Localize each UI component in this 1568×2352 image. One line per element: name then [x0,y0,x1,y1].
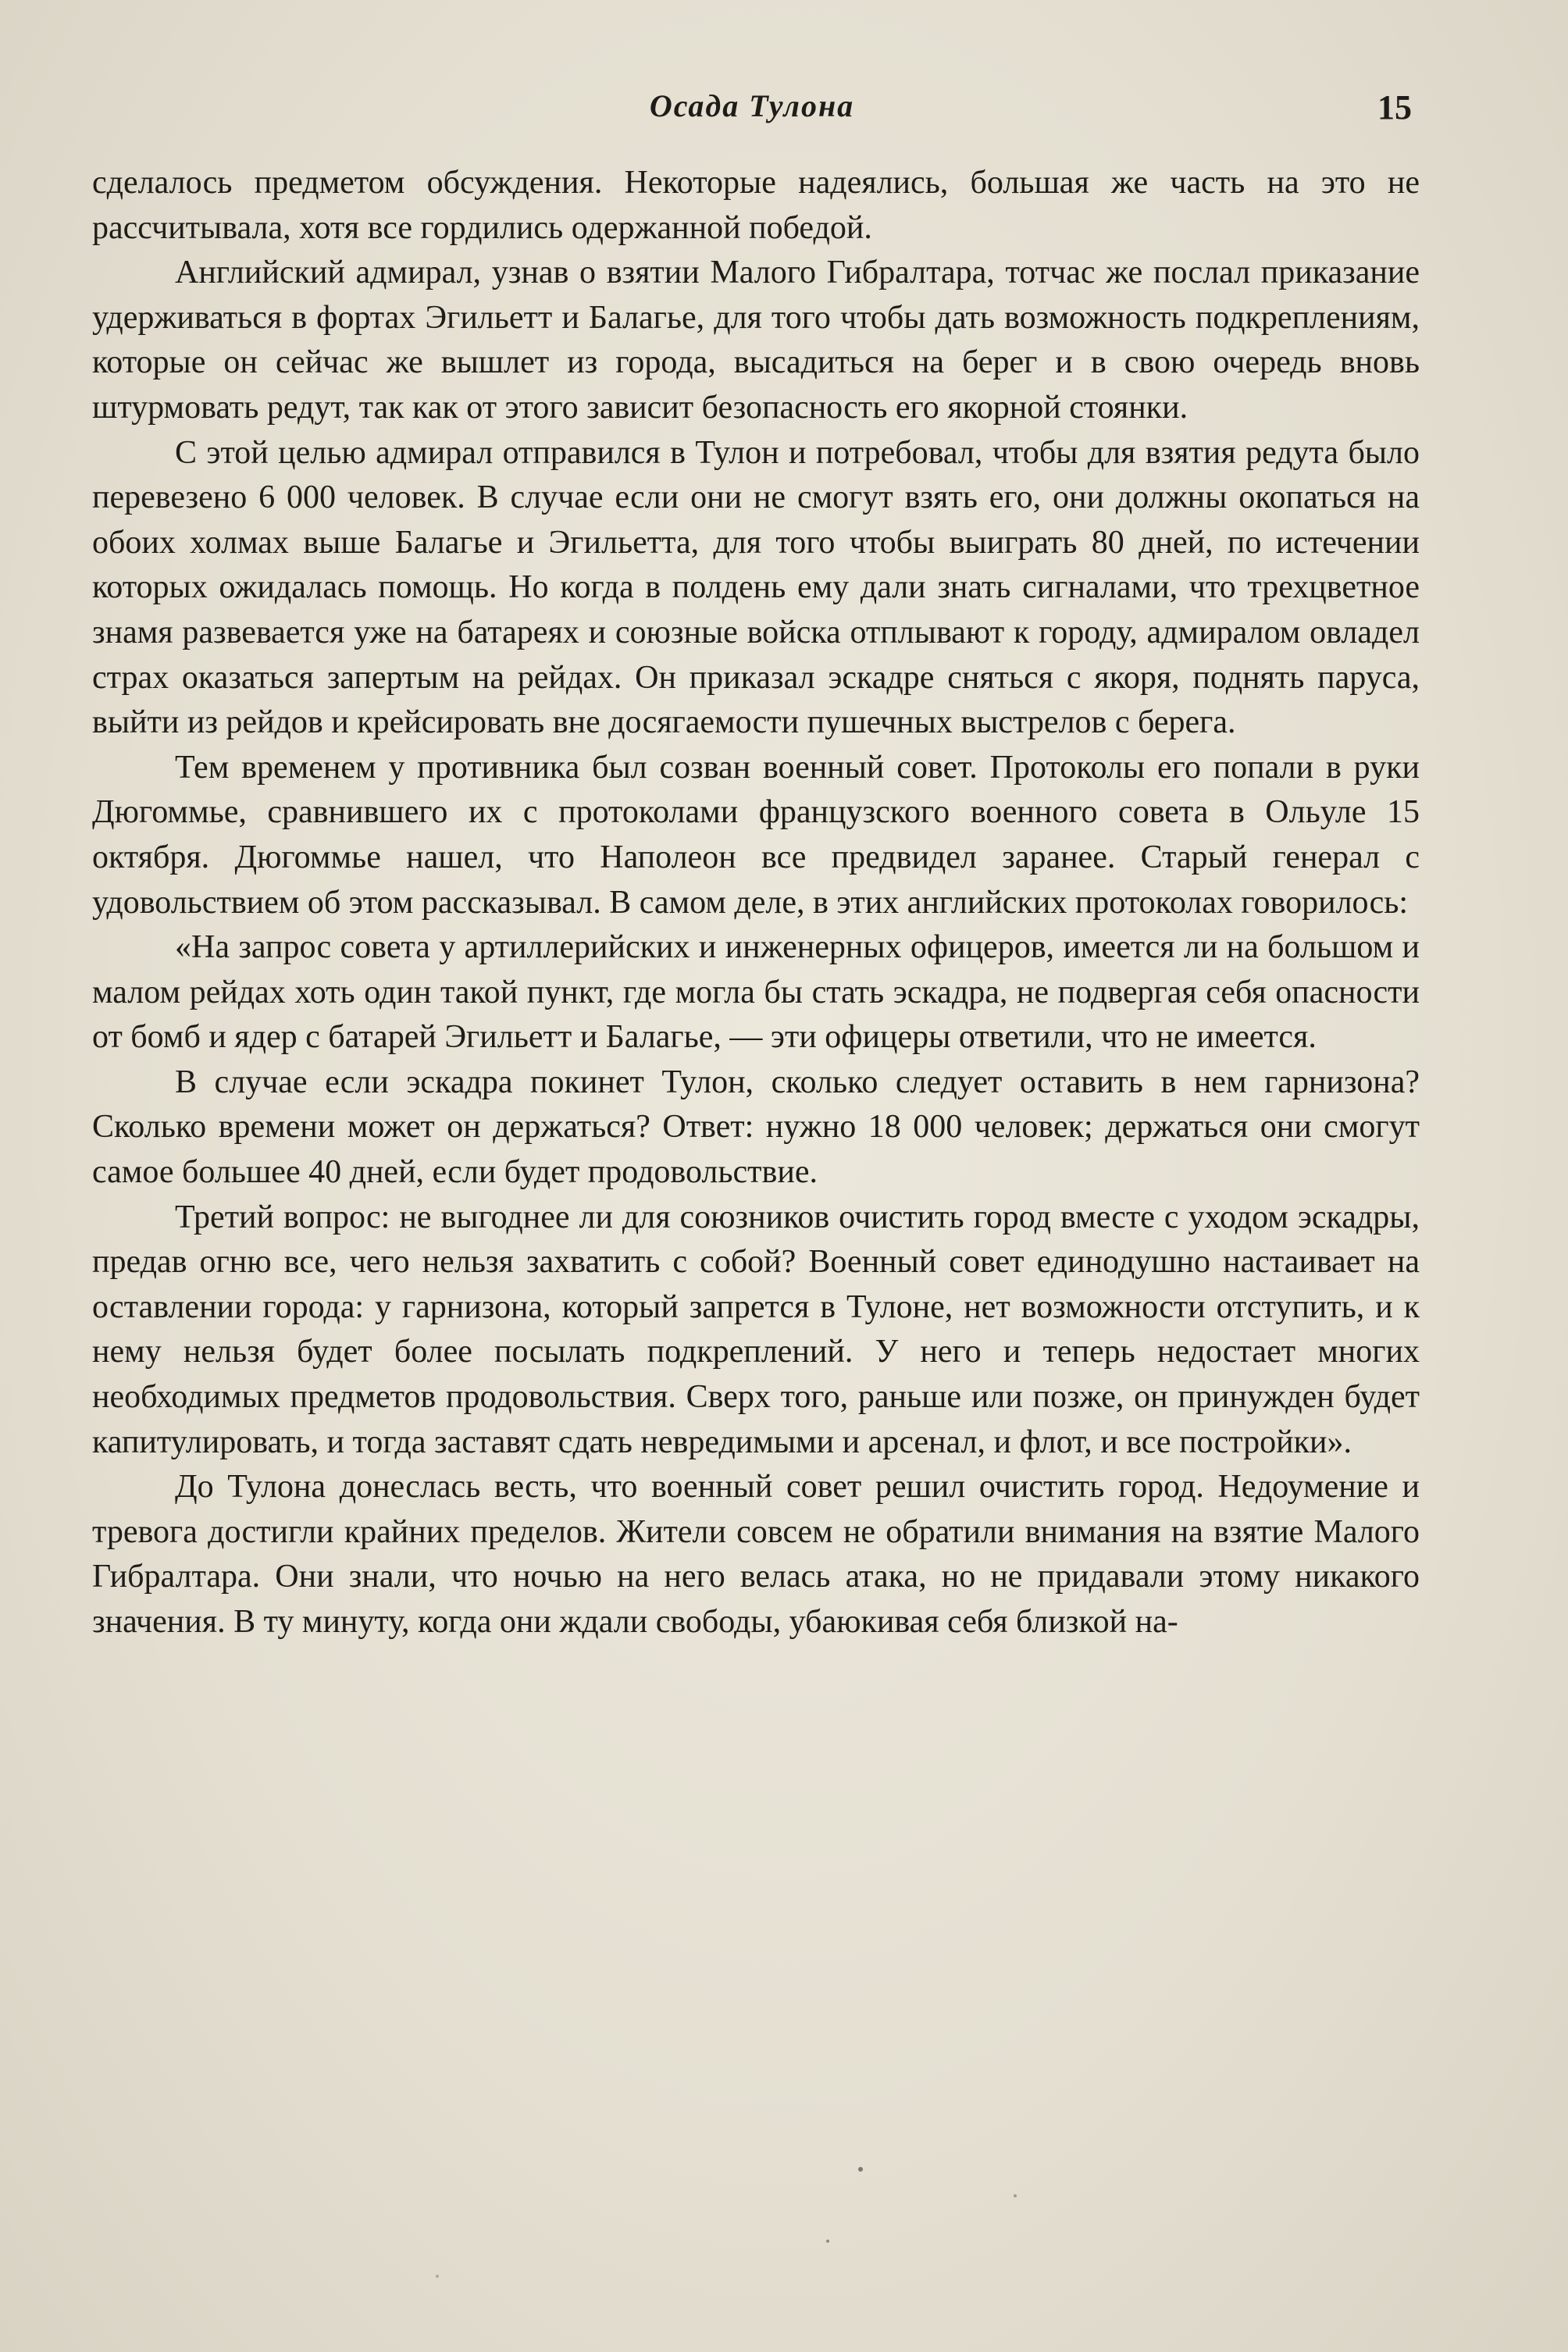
paragraph-4: Тем временем у противника был созван военный совет. Протоколы его попали в руки Дюгоммье, сравнившего их с протоколами французского военного совета в Ольуле 15 октября. Дюгоммье нашел, что Наполеон все предвидел заранее. Старый генерал с удовольствием об этом рассказывал. В самом деле, в этих английских протоколах говорилось: [92,749,1420,921]
paragraph-6: В случае если эскадра покинет Тулон, сколько следует оставить в нем гарнизона? Сколько времени может он держаться? Ответ: нужно 18 000 человек; держаться они смогут самое большее 40 дней, если будет продовольствие. [92,1064,1420,1191]
running-head [92,87,1412,134]
paragraph-5: «На запрос совета у артиллерийских и инженерных офицеров, имеется ли на большом и малом рейдах хоть один такой пункт, где могла бы стать эскадра, не подвергая себя опасности от бомб и ядер с батарей Эгильетт и Балагье, — эти офицеры ответили, что не имеется. [92,929,1420,1056]
paragraph-7: Третий вопрос: не выгоднее ли для союзников очистить город вместе с уходом эскадры, предав огню все, чего нельзя захватить с собой? Военный совет единодушно настаивает на оставлении города: у гарнизона, который запрется в Тулоне, нет возможности отступить, и к нему нельзя будет более посылать подкреплений. У него и теперь недостает многих необходимых предметов продовольствия. Сверх того, раньше или позже, он принужден будет капитулировать, и тогда заставят сдать невредимыми и арсенал, и флот, и все постройки». [92,1199,1420,1460]
paragraph-2: Английский адмирал, узнав о взятии Малого Гибралтара, тотчас же послал приказание удерживаться в фортах Эгильетт и Балагье, для того чтобы дать возможность подкреплениям, которые он сейчас же вышлет из города, высадиться на берег и в свою очередь вновь штурмовать редут, так как от этого зависит безопасность его якорной стоянки. [92,255,1420,426]
paragraph-8: До Тулона донеслась весть, что военный совет решил очистить город. Недоумение и тревога достигли крайних пределов. Жители совсем не обратили внимания на взятие Малого Гибралтара. Они знали, что ночью на него велась атака, но не придавали этому никакого значения. В ту минуту, когда они ждали свободы, убаюкивая себя близкой на- [92,1469,1420,1640]
running-title: Осада Тулона [649,88,855,123]
page-number: 15 [1377,88,1412,127]
paragraph-3: С этой целью адмирал отправился в Тулон и потребовал, чтобы для взятия редута было перевезено 6 000 человек. В случае если они не смогут взять его, они должны окопаться на обоих холмах выше Балагье и Эгильетта, для того чтобы выиграть 80 дней, по истечении которых ожидалась помощь. Но когда в полдень ему дали знать сигналами, что трехцветное знамя развевается уже на батареях и союзные войска отплывают к городу, адмиралом овладел страх оказаться запертым на рейдах. Он приказал эскадре сняться с якоря, поднять паруса, выйти из рейдов и крейсировать вне досягаемости пушечных выстрелов с берега. [92,434,1420,741]
paragraph-1: сделалось предметом обсуждения. Некоторые надеялись, большая же часть на это не рассчитывала, хотя все гордились одержанной победой. [92,165,1420,246]
body-text [92,161,1420,1645]
